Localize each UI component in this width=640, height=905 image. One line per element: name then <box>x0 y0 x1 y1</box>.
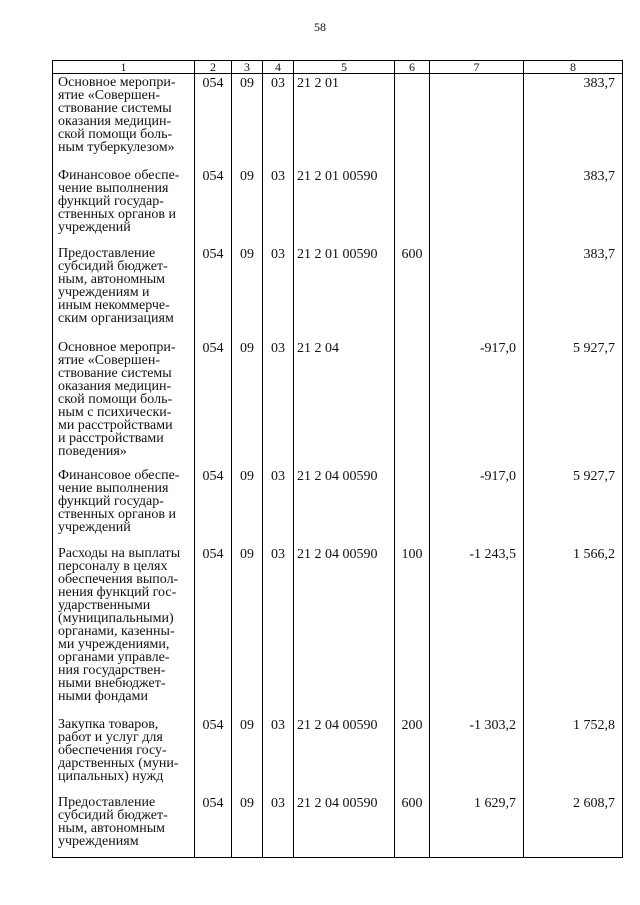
cell-section: 09 <box>232 339 263 467</box>
table-row <box>53 339 623 467</box>
table-row <box>53 545 623 716</box>
cell-total: 383,7 <box>524 74 623 167</box>
row-name <box>53 167 195 245</box>
cell-change: -917,0 <box>430 339 524 467</box>
cell-section: 09 <box>232 794 263 858</box>
cell-subsection: 03 <box>263 794 294 858</box>
cell-target: 21 2 04 00590 <box>294 467 395 545</box>
cell-subsection: 03 <box>263 74 294 167</box>
cell-subsection: 03 <box>263 545 294 716</box>
cell-change <box>430 74 524 167</box>
row-name-text: Предоставление субсидий бюджет- ным, автономным учреждениям <box>58 794 168 849</box>
cell-admin: 054 <box>195 245 232 339</box>
cell-change: -917,0 <box>430 467 524 545</box>
cell-admin: 054 <box>195 716 232 794</box>
cell-total: 5 927,7 <box>524 467 623 545</box>
table-row <box>53 245 623 339</box>
cell-total: 383,7 <box>524 245 623 339</box>
row-name-text: Финансовое обеспе- чение выполнения функций государ- ственных органов и учреждений <box>58 167 180 235</box>
cell-expense-type <box>395 74 430 167</box>
row-name-text: Основное меропри- ятие «Совершен- ствование системы оказания медицин- ской помощи боль- ным туберкулезом» <box>58 75 176 155</box>
page-number: 58 <box>314 20 326 34</box>
cell-admin: 054 <box>195 167 232 245</box>
cell-section: 09 <box>232 716 263 794</box>
cell-target: 21 2 01 00590 <box>294 167 395 245</box>
cell-expense-type: 100 <box>395 545 430 716</box>
cell-target: 21 2 04 00590 <box>294 716 395 794</box>
cell-section: 09 <box>232 74 263 167</box>
col-header-5: 5 <box>294 61 395 74</box>
cell-target: 21 2 04 00590 <box>294 794 395 858</box>
cell-subsection: 03 <box>263 716 294 794</box>
cell-admin: 054 <box>195 339 232 467</box>
cell-total: 1 566,2 <box>524 545 623 716</box>
cell-total: 1 752,8 <box>524 716 623 794</box>
cell-expense-type <box>395 167 430 245</box>
cell-admin: 054 <box>195 545 232 716</box>
cell-change: -1 303,2 <box>430 716 524 794</box>
cell-total: 383,7 <box>524 167 623 245</box>
header-row <box>53 61 623 74</box>
cell-change: -1 243,5 <box>430 545 524 716</box>
row-name-text: Расходы на выплаты персоналу в целях обеспечения выпол- нения функций гос- ударственными (муниципальными) органами, казенны- ми учреждениями, органами управле- ния государствен- ными внебюджет- ными фондами <box>58 545 181 704</box>
cell-total: 2 608,7 <box>524 794 623 858</box>
cell-expense-type: 600 <box>395 794 430 858</box>
cell-subsection: 03 <box>263 245 294 339</box>
cell-subsection: 03 <box>263 339 294 467</box>
cell-admin: 054 <box>195 794 232 858</box>
cell-expense-type: 600 <box>395 245 430 339</box>
table-row <box>53 467 623 545</box>
table-row <box>53 794 623 858</box>
row-name <box>53 545 195 716</box>
cell-expense-type <box>395 467 430 545</box>
cell-admin: 054 <box>195 467 232 545</box>
col-header-4: 4 <box>263 61 294 74</box>
table-row <box>53 167 623 245</box>
row-name <box>53 467 195 545</box>
cell-section: 09 <box>232 467 263 545</box>
cell-target: 21 2 04 00590 <box>294 545 395 716</box>
row-name <box>53 245 195 339</box>
cell-section: 09 <box>232 245 263 339</box>
cell-section: 09 <box>232 167 263 245</box>
row-name-text: Закупка товаров, работ и услуг для обеспечения госу- дарственных (муни- ципальных) нужд <box>58 716 179 784</box>
cell-subsection: 03 <box>263 167 294 245</box>
cell-change: 1 629,7 <box>430 794 524 858</box>
cell-expense-type: 200 <box>395 716 430 794</box>
row-name-text: Финансовое обеспе- чение выполнения функций государ- ственных органов и учреждений <box>58 467 180 535</box>
row-name <box>53 339 195 467</box>
col-header-1: 1 <box>53 61 195 74</box>
cell-total: 5 927,7 <box>524 339 623 467</box>
col-header-3: 3 <box>232 61 263 74</box>
cell-subsection: 03 <box>263 467 294 545</box>
row-name-text: Предоставление субсидий бюджет- ным, автономным учреждениям и иным некоммерче- ским организациям <box>58 245 174 326</box>
col-header-2: 2 <box>195 61 232 74</box>
cell-change <box>430 245 524 339</box>
cell-expense-type <box>395 339 430 467</box>
cell-change <box>430 167 524 245</box>
row-name-text: Основное меропри- ятие «Совершен- ствование системы оказания медицин- ской помощи боль- ным с психически- ми расстройствами и расстройствами поведения» <box>58 339 176 459</box>
cell-target: 21 2 04 <box>294 339 395 467</box>
cell-target: 21 2 01 <box>294 74 395 167</box>
table-row <box>53 716 623 794</box>
col-header-7: 7 <box>430 61 524 74</box>
budget-table <box>52 60 623 858</box>
cell-target: 21 2 01 00590 <box>294 245 395 339</box>
col-header-8: 8 <box>524 61 623 74</box>
cell-admin: 054 <box>195 74 232 167</box>
col-header-6: 6 <box>395 61 430 74</box>
row-name <box>53 794 195 858</box>
cell-section: 09 <box>232 545 263 716</box>
row-name <box>53 74 195 167</box>
table-row <box>53 74 623 167</box>
row-name <box>53 716 195 794</box>
